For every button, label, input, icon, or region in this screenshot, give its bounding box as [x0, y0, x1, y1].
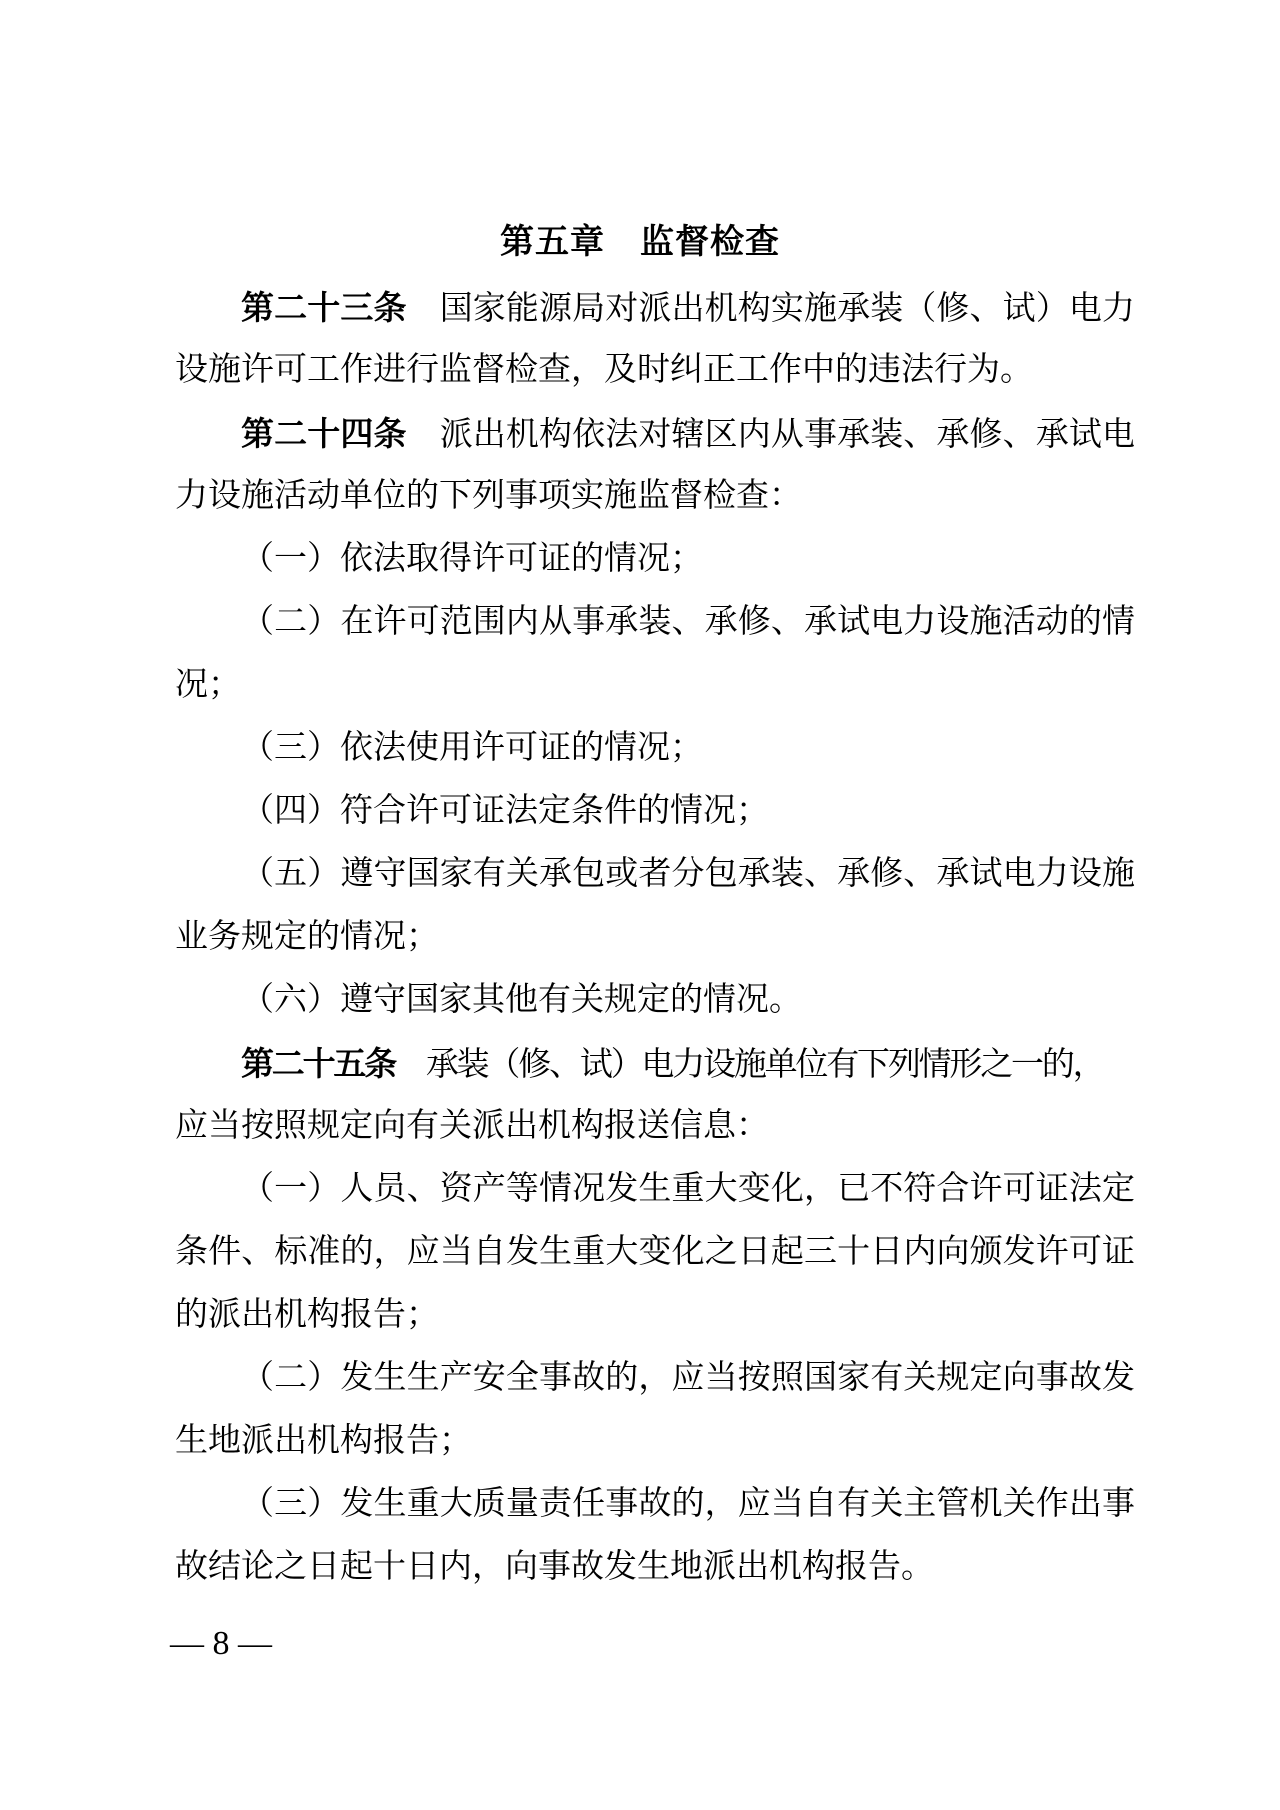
text-run: 力设施活动单位的下列事项实施监督检查：	[175, 478, 802, 514]
text-line	[175, 1410, 1135, 1473]
text-run: 的派出机构报告；	[175, 1297, 439, 1333]
text-line	[175, 717, 1135, 780]
text-line	[175, 276, 1135, 339]
chapter-heading: 第五章 监督检查	[500, 223, 780, 261]
text-line	[175, 1221, 1135, 1284]
text-run: （二）发生生产安全事故的，应当按照国家有关规定向事故发	[241, 1360, 1135, 1396]
text-line	[175, 1032, 1135, 1095]
text-line	[175, 591, 1135, 654]
text-run: 设施许可工作进行监督检查，及时纠正工作中的违法行为。	[175, 352, 1033, 388]
text-line	[175, 465, 1135, 528]
article-number: 第二十五条	[241, 1045, 396, 1082]
text-line	[175, 780, 1135, 843]
text-line	[175, 843, 1135, 906]
text-line	[175, 528, 1135, 591]
text-run: 业务规定的情况；	[175, 919, 439, 955]
text-run: （二）在许可范围内从事承装、承修、承试电力设施活动的情	[241, 604, 1135, 640]
text-run: （六）遵守国家其他有关规定的情况。	[241, 982, 802, 1018]
text-run: 故结论之日起十日内，向事故发生地派出机构报告。	[175, 1549, 934, 1585]
text-run: 派出机构依法对辖区内从事承装、承修、承试电	[406, 417, 1136, 453]
text-line	[175, 1095, 1135, 1158]
text-run: （一）依法取得许可证的情况；	[241, 541, 703, 577]
text-line	[175, 339, 1135, 402]
text-run: （一）人员、资产等情况发生重大变化，已不符合许可证法定	[241, 1171, 1135, 1207]
text-run: 应当按照规定向有关派出机构报送信息：	[175, 1108, 769, 1144]
text-run: 生地派出机构报告；	[175, 1423, 472, 1459]
text-line	[175, 1347, 1135, 1410]
text-run: （三）发生重大质量责任事故的，应当自有关主管机关作出事	[241, 1486, 1135, 1522]
text-run: 况；	[175, 667, 241, 703]
text-line	[175, 1284, 1135, 1347]
text-run: （四）符合许可证法定条件的情况；	[241, 793, 769, 829]
text-run: （五）遵守国家有关承包或者分包承装、承修、承试电力设施	[241, 856, 1135, 892]
page-number: — 8 —	[170, 1625, 272, 1662]
text-line	[175, 402, 1135, 465]
text-run: 承装（修、试）电力设施单位有下列情形之一的，	[395, 1047, 1104, 1083]
text-line	[175, 1473, 1135, 1536]
text-line	[175, 654, 1135, 717]
article-number: 第二十四条	[241, 415, 407, 452]
article-number: 第二十三条	[241, 289, 407, 326]
text-line	[175, 1158, 1135, 1221]
text-run: （三）依法使用许可证的情况；	[241, 730, 703, 766]
text-run: 条件、标准的，应当自发生重大变化之日起三十日内向颁发许可证	[175, 1234, 1135, 1270]
text-run: 国家能源局对派出机构实施承装（修、试）电力	[406, 291, 1136, 327]
text-line	[175, 1536, 1135, 1599]
text-line	[175, 969, 1135, 1032]
text-line	[175, 906, 1135, 969]
content-lines	[175, 276, 1135, 1599]
